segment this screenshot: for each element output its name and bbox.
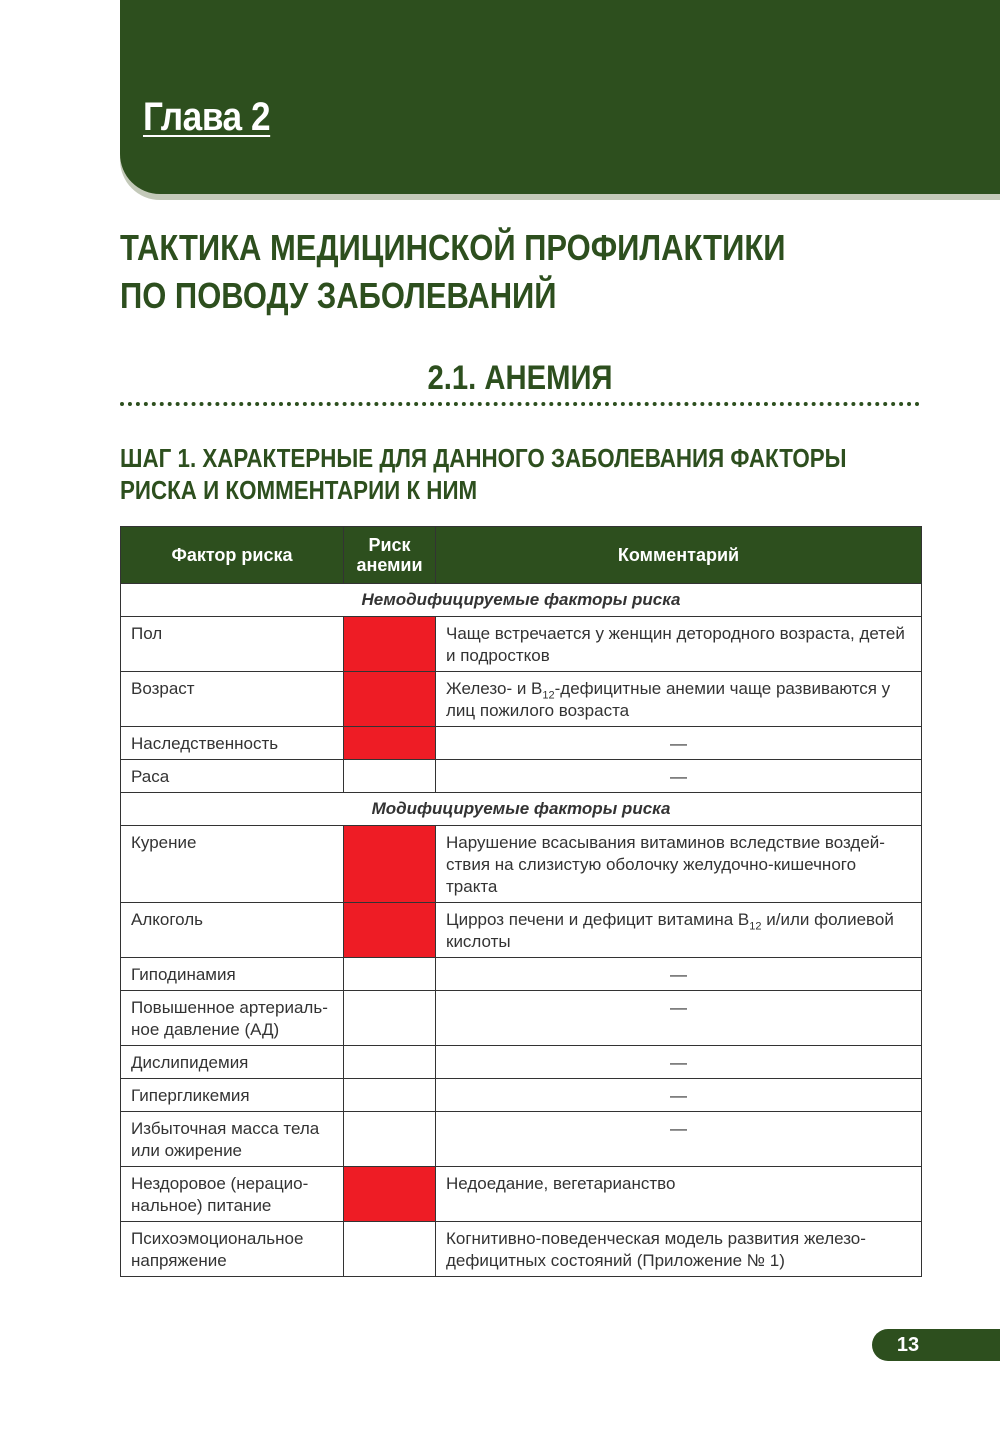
step-title-line1: ШАГ 1. ХАРАКТЕРНЫЕ ДЛЯ ДАННОГО ЗАБОЛЕВАНИЯ ФАКТОРЫ — [120, 443, 847, 473]
comment-cell: — — [436, 760, 922, 793]
factor-cell: Избыточная масса тела или ожирение — [121, 1112, 344, 1167]
risk-indicator — [344, 958, 436, 991]
risk-indicator — [344, 1079, 436, 1112]
comment-cell: Когнитивно-поведенческая модель развития железодефицитных состояний (Приложение № 1) — [436, 1222, 922, 1277]
risk-indicator — [344, 1222, 436, 1277]
risk-indicator — [344, 727, 436, 760]
table-row — [121, 617, 922, 672]
page-number: 13 — [896, 1334, 920, 1356]
section-title: 2.1. АНЕМИЯ — [427, 359, 613, 397]
table-row — [121, 991, 922, 1046]
risk-indicator — [344, 1046, 436, 1079]
comment-cell: Недоедание, вегетарианство — [436, 1167, 922, 1222]
factor-cell: Психоэмоциональное напряжение — [121, 1222, 344, 1277]
risk-indicator — [344, 1167, 436, 1222]
factor-cell: Пол — [121, 617, 344, 672]
page-title — [120, 224, 860, 320]
step-title-line2: РИСКА И КОММЕНТАРИИ К НИМ — [120, 475, 478, 505]
table-row — [121, 903, 922, 958]
page-title-line1: ТАКТИКА МЕДИЦИНСКОЙ ПРОФИЛАКТИКИ — [120, 227, 786, 268]
comment-text: и/или фолиевой кислоты — [446, 910, 894, 951]
risk-indicator — [344, 991, 436, 1046]
factor-cell: Наследственность — [121, 727, 344, 760]
table-row — [121, 1046, 922, 1079]
header-comment: Комментарий — [436, 527, 922, 584]
factor-cell: Гипергликемия — [121, 1079, 344, 1112]
comment-cell: — — [436, 1112, 922, 1167]
table-header-row — [121, 527, 922, 584]
group-label-nonmodifiable: Немодифицируемые факторы риска — [121, 584, 922, 617]
table-row — [121, 1112, 922, 1167]
header-factor: Фактор риска — [121, 527, 344, 584]
table-row — [121, 1079, 922, 1112]
chapter-label: Глава 2 — [143, 95, 271, 139]
table-row — [121, 672, 922, 727]
dotted-divider — [120, 402, 920, 406]
step-title — [120, 442, 894, 506]
risk-factor-table — [120, 526, 922, 1277]
comment-subscript: 12 — [542, 689, 555, 702]
group-row — [121, 584, 922, 617]
group-row — [121, 793, 922, 826]
comment-cell: Нарушение всасывания витаминов вследствие воздействия на слизистую оболочку желудочно-кишечного тракта — [436, 826, 922, 903]
table-row — [121, 958, 922, 991]
comment-cell: — — [436, 958, 922, 991]
factor-cell: Алкоголь — [121, 903, 344, 958]
header-risk — [344, 527, 436, 584]
risk-indicator — [344, 672, 436, 727]
comment-cell — [436, 903, 922, 958]
page-title-line2: ПО ПОВОДУ ЗАБОЛЕВАНИЙ — [120, 275, 557, 316]
risk-indicator — [344, 617, 436, 672]
risk-indicator — [344, 1112, 436, 1167]
comment-text: Железо- и В — [446, 679, 543, 698]
factor-cell: Возраст — [121, 672, 344, 727]
factor-cell: Дислипидемия — [121, 1046, 344, 1079]
table-row — [121, 760, 922, 793]
page-number-tab — [872, 1329, 1000, 1361]
table-row — [121, 727, 922, 760]
factor-cell: Повышенное артериальное давление (АД) — [121, 991, 344, 1046]
header-risk-line1: Риск — [368, 535, 411, 555]
factor-cell: Гиподинамия — [121, 958, 344, 991]
risk-indicator — [344, 903, 436, 958]
comment-cell: — — [436, 991, 922, 1046]
comment-cell: — — [436, 727, 922, 760]
group-label-modifiable: Модифицируемые факторы риска — [121, 793, 922, 826]
comment-subscript: 12 — [749, 920, 762, 933]
comment-cell: Чаще встречается у женщин детородного возраста, детей и подростков — [436, 617, 922, 672]
risk-indicator — [344, 760, 436, 793]
factor-cell: Раса — [121, 760, 344, 793]
risk-indicator — [344, 826, 436, 903]
comment-text: -дефицитные анемии чаще развиваются у лиц пожилого возраста — [446, 679, 891, 720]
table-row — [121, 1167, 922, 1222]
comment-cell: — — [436, 1046, 922, 1079]
table-row — [121, 1222, 922, 1277]
comment-text: Цирроз печени и дефицит витамина В — [446, 910, 750, 929]
comment-cell — [436, 672, 922, 727]
factor-cell: Курение — [121, 826, 344, 903]
table-row — [121, 826, 922, 903]
factor-cell: Нездоровое (нерациональное) питание — [121, 1167, 344, 1222]
comment-cell: — — [436, 1079, 922, 1112]
header-risk-line2: анемии — [356, 555, 423, 575]
